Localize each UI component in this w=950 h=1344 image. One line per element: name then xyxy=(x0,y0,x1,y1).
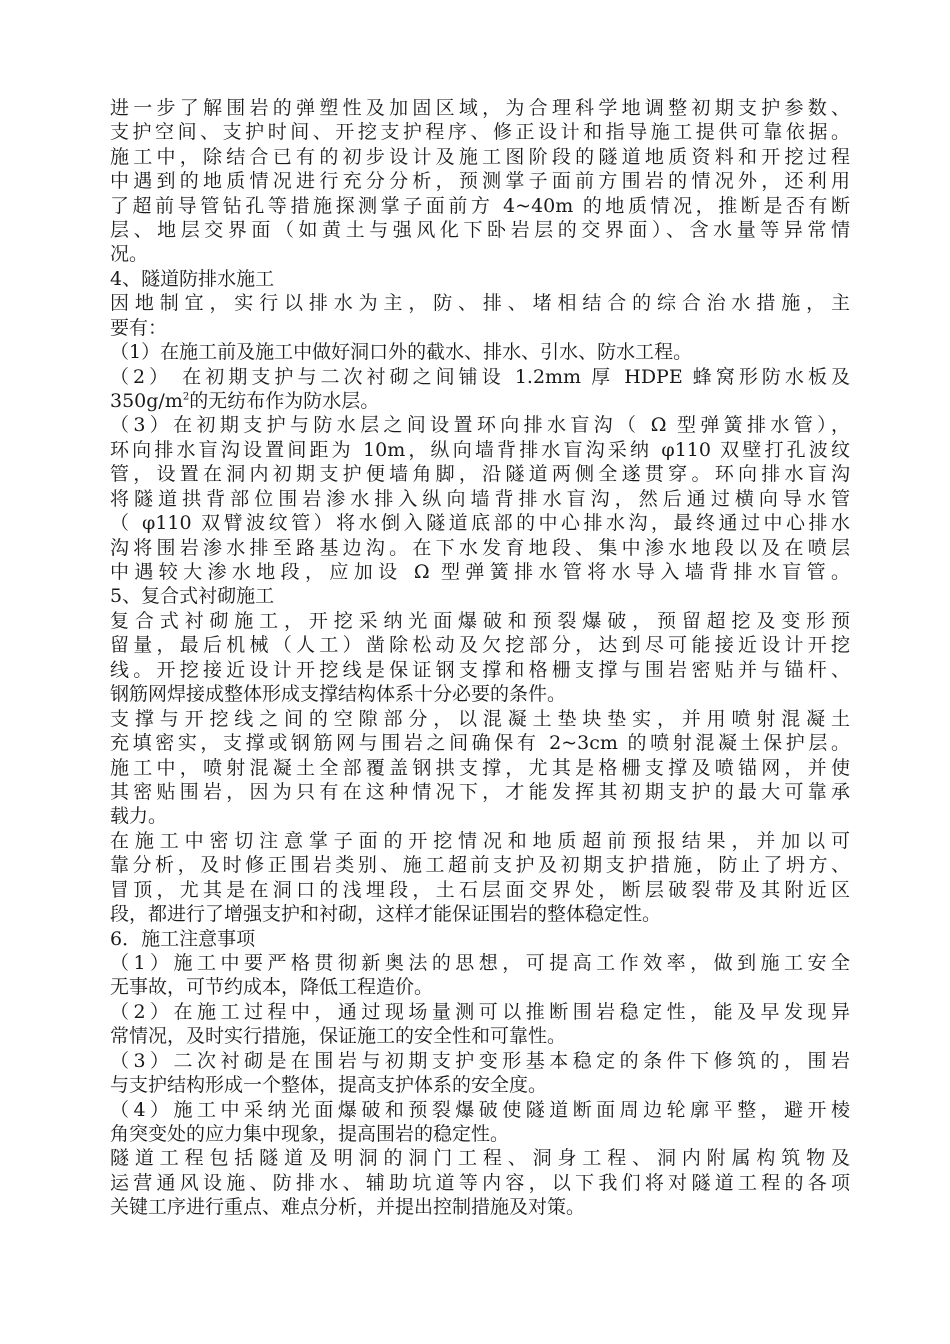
text-line: 段，都进行了增强支护和衬砌，这样才能保证围岩的整体稳定性。 xyxy=(110,903,662,925)
text-line: 中遇到的地质情况进行充分分析，预测掌子面前方围岩的情况外，还利用 xyxy=(110,170,850,192)
text-line: 将隧道拱背部位围岩渗水排入纵向墙背排水盲沟，然后通过横向导水管 xyxy=(110,488,850,510)
list-item: （3）二次衬砌是在围岩与初期支护变形基本稳定的条件下修筑的，围岩 xyxy=(110,1050,850,1072)
text-line: 复合式衬砌施工，开挖采纳光面爆破和预裂爆破，预留超挖及变形预 xyxy=(110,610,850,632)
superscript: 2 xyxy=(182,391,190,403)
text-line: 钢筋网焊接成整体形成支撑结构体系十分必要的条件。 xyxy=(110,683,567,705)
text-line: 支护空间、支护时间、开挖支护程序、修正设计和指导施工提供可靠依据。 xyxy=(110,121,850,143)
text-line: 施工中，除结合已有的初步设计及施工图阶段的隧道地质资料和开挖过程 xyxy=(110,146,850,168)
text-line: 因地制宜，实行以排水为主，防、排、堵相结合的综合治水措施，主 xyxy=(110,292,850,314)
text-line xyxy=(110,389,850,413)
section-heading: 5、复合式衬砌施工 xyxy=(110,585,275,607)
text-line: 角突变处的应力集中现象，提高围岩的稳定性。 xyxy=(110,1123,510,1145)
text-fragment: 350g/m xyxy=(110,390,183,412)
text-line: 进一步了解围岩的弹塑性及加固区域，为合理科学地调整初期支护参数、 xyxy=(110,97,850,119)
text-line: 靠分析，及时修正围岩类别、施工超前支护及初期支护措施，防止了坍方、 xyxy=(110,854,850,876)
text-fragment: 的无纺布作为防水层。 xyxy=(189,390,380,412)
text-line: 与支护结构形成一个整体，提高支护体系的安全度。 xyxy=(110,1074,548,1096)
list-item: （1）施工中要严格贯彻新奥法的思想，可提高工作效率，做到施工安全 xyxy=(110,952,850,974)
text-line: 层、地层交界面（如黄土与强风化下卧岩层的交界面）、含水量等异常情 xyxy=(110,219,850,241)
text-line: 沟将围岩渗水排至路基边沟。在下水发育地段、集中渗水地段以及在喷层 xyxy=(110,537,850,559)
text-line: 管，设置在洞内初期支护便墙角脚，沿隧道两侧全遂贯穿。环向排水盲沟 xyxy=(110,463,850,485)
text-line: 线。开挖接近设计开挖线是保证钢支撑和格栅支撑与围岩密贴并与锚杆、 xyxy=(110,659,850,681)
list-item: （3）在初期支护与防水层之间设置环向排水盲沟（ Ω 型弹簧排水管）， xyxy=(110,414,850,436)
list-item: （4）施工中采纳光面爆破和预裂爆破使隧道断面周边轮廓平整，避开棱 xyxy=(110,1099,850,1121)
text-line: 冒顶，尤其是在洞口的浅埋段，土石层面交界处，断层破裂带及其附近区 xyxy=(110,879,850,901)
text-line: 关键工序进行重点、难点分析，并提出控制措施及对策。 xyxy=(110,1196,586,1218)
text-line: 支撑与开挖线之间的空隙部分，以混凝土垫块垫实，并用喷射混凝土 xyxy=(110,708,850,730)
text-line: 充填密实，支撑或钢筋网与围岩之间确保有 2~3cm 的喷射混凝土保护层。 xyxy=(110,732,850,754)
text-line: 要有： xyxy=(110,317,168,339)
text-line: 了超前导管钻孔等措施探测掌子面前方 4~40m 的地质情况，推断是否有断 xyxy=(110,195,850,217)
text-line: 在施工中密切注意掌子面的开挖情况和地质超前预报结果，并加以可 xyxy=(110,830,850,852)
list-item: （2）在施工过程中，通过现场量测可以推断围岩稳定性，能及早发现异 xyxy=(110,1001,850,1023)
list-item: （1）在施工前及施工中做好洞口外的截水、排水、引水、防水工程。 xyxy=(110,341,693,363)
text-line: 留量，最后机械（人工）凿除松动及欠挖部分，达到尽可能接近设计开挖 xyxy=(110,634,850,656)
section-heading: 4、隧道防排水施工 xyxy=(110,268,275,290)
text-line: 环向排水盲沟设置间距为 10m，纵向墙背排水盲沟采纳 φ110 双壁打孔波纹 xyxy=(110,439,850,461)
section-heading: 6．施工注意事项 xyxy=(110,928,256,950)
text-line: 常情况，及时实行措施，保证施工的安全性和可靠性。 xyxy=(110,1025,567,1047)
text-line: 其密贴围岩，因为只有在这种情况下，才能发挥其初期支护的最大可靠承 xyxy=(110,781,850,803)
text-line: 况。 xyxy=(110,243,149,265)
text-line: 运营通风设施、防排水、辅助坑道等内容，以下我们将对隧道工程的各项 xyxy=(110,1172,850,1194)
text-line: 无事故，可节约成本，降低工程造价。 xyxy=(110,976,434,998)
text-line: 施工中，喷射混凝土全部覆盖钢拱支撑，尤其是格栅支撑及喷锚网，并使 xyxy=(110,757,850,779)
list-item: （2） 在初期支护与二次衬砌之间铺设 1.2mm 厚 HDPE 蜂窝形防水板及 xyxy=(110,366,850,388)
text-line: 中遇较大渗水地段，应加设 Ω 型弹簧排水管将水导入墙背排水盲管。 xyxy=(110,561,850,583)
text-line: 隧道工程包括隧道及明洞的洞门工程、洞身工程、洞内附属构筑物及 xyxy=(110,1147,850,1169)
text-line: 载力。 xyxy=(110,805,168,827)
text-line: （ φ110 双臂波纹管）将水倒入隧道底部的中心排水沟，最终通过中心排水 xyxy=(110,512,850,534)
